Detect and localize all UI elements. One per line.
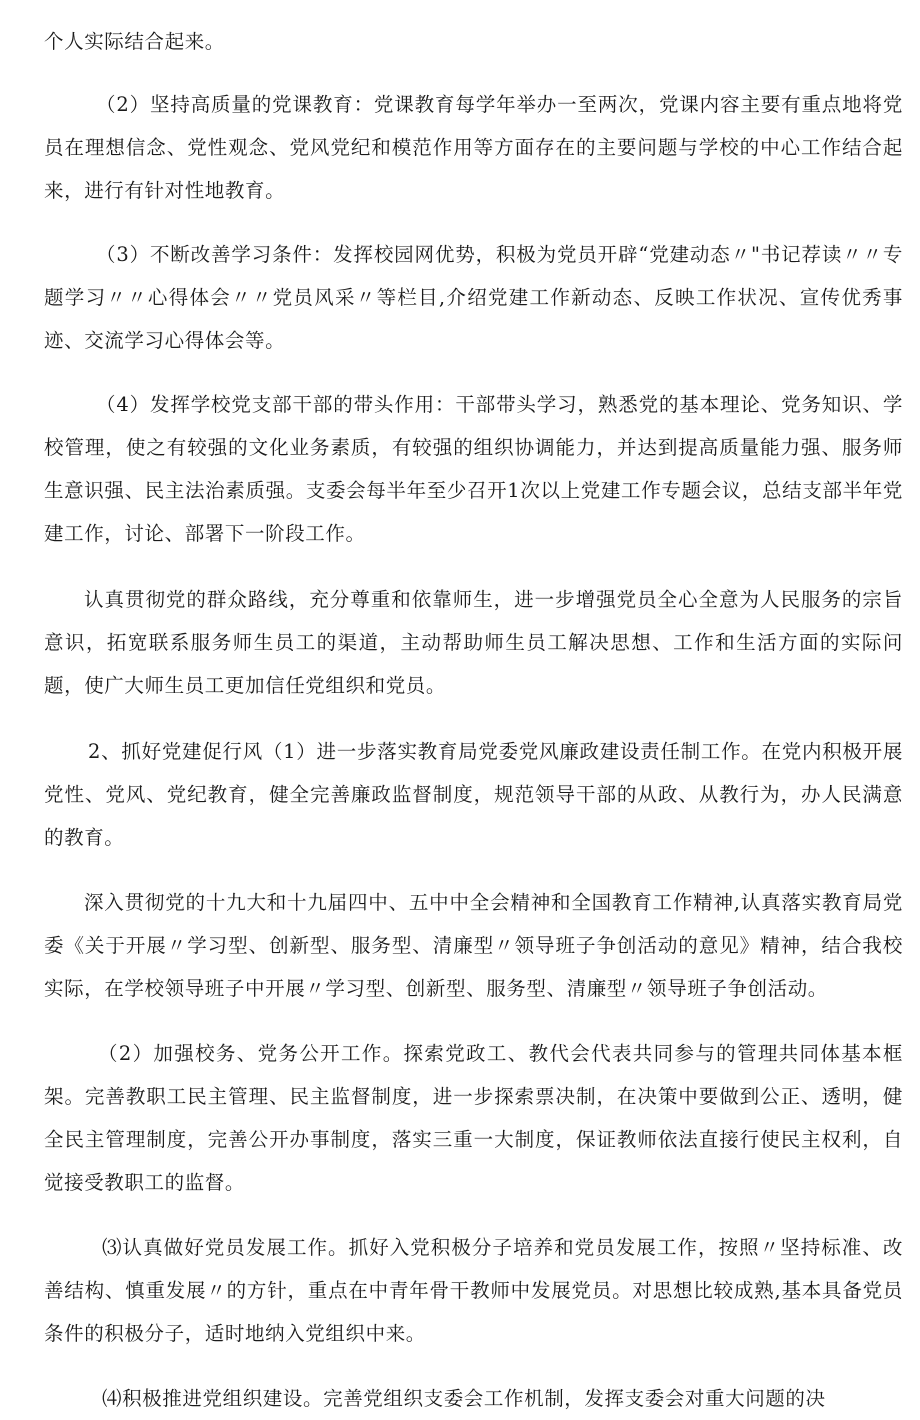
paragraph-member-development: ⑶认真做好党员发展工作。抓好入党积极分子培养和党员发展工作，按照〃坚持标准、改善结构、慎重发展〃的方针，重点在中青年骨干教师中发展党员。对思想比较成熟,基本具备党员条件的积极分子，适时地纳入党组织中来。	[44, 1236, 903, 1345]
paragraph-mass-line: 认真贯彻党的群众路线，充分尊重和依靠师生，进一步增强党员全心全意为人民服务的宗旨意识，拓宽联系服务师生员工的渠道，主动帮助师生员工解决思想、工作和生活方面的实际问题，使广大师生员工更加信任党组织和党员。	[44, 588, 903, 697]
paragraph-cadre-role: （4）发挥学校党支部干部的带头作用：干部带头学习，熟悉党的基本理论、党务知识、学校管理，使之有较强的文化业务素质，有较强的组织协调能力，并达到提高质量能力强、服务师生意识强、民主法治素质强。支委会每半年至少召开1次以上党建工作专题会议，总结支部半年党建工作，讨论、部署下一阶段工作。	[44, 393, 903, 545]
paragraph-party-lecture: （2）坚持高质量的党课教育：党课教育每学年举办一至两次，党课内容主要有重点地将党员在理想信念、党性观念、党风党纪和模范作用等方面存在的主要问题与学校的中心工作结合起来，进行有针对性地教育。	[44, 93, 903, 202]
paragraph-affairs-openness: （2）加强校务、党务公开工作。探索党政工、教代会代表共同参与的管理共同体基本框架。完善教职工民主管理、民主监督制度，进一步探索票决制，在决策中要做到公正、透明，健全民主管理制度，完善公开办事制度，落实三重一大制度，保证教师依法直接行使民主权利，自觉接受教职工的监督。	[44, 1042, 903, 1194]
paragraph-party-style: 2、抓好党建促行风（1）进一步落实教育局党委党风廉政建设责任制工作。在党内积极开展党性、党风、党纪教育，健全完善廉政监督制度，规范领导干部的从政、从教行为，办人民满意的教育。	[44, 740, 903, 849]
paragraph-congress-spirit: 深入贯彻党的十九大和十九届四中、五中中全会精神和全国教育工作精神,认真落实教育局党委《关于开展〃学习型、创新型、服务型、清廉型〃领导班子争创活动的意见》精神，结合我校实际，在学校领导班子中开展〃学习型、创新型、服务型、清廉型〃领导班子争创活动。	[44, 891, 903, 1000]
paragraph-continuation: 个人实际结合起来。	[44, 30, 225, 53]
paragraph-organization-building: ⑷积极推进党组织建设。完善党组织支委会工作机制，发挥支委会对重大问题的决	[102, 1387, 826, 1410]
paragraph-learning-conditions: （3）不断改善学习条件：发挥校园网优势，积极为党员开辟“党建动态〃"书记荐读〃〃专题学习〃〃心得体会〃〃党员风采〃等栏目,介绍党建工作新动态、反映工作状况、宣传优秀事迹、交流学习心得体会等。	[44, 243, 903, 352]
